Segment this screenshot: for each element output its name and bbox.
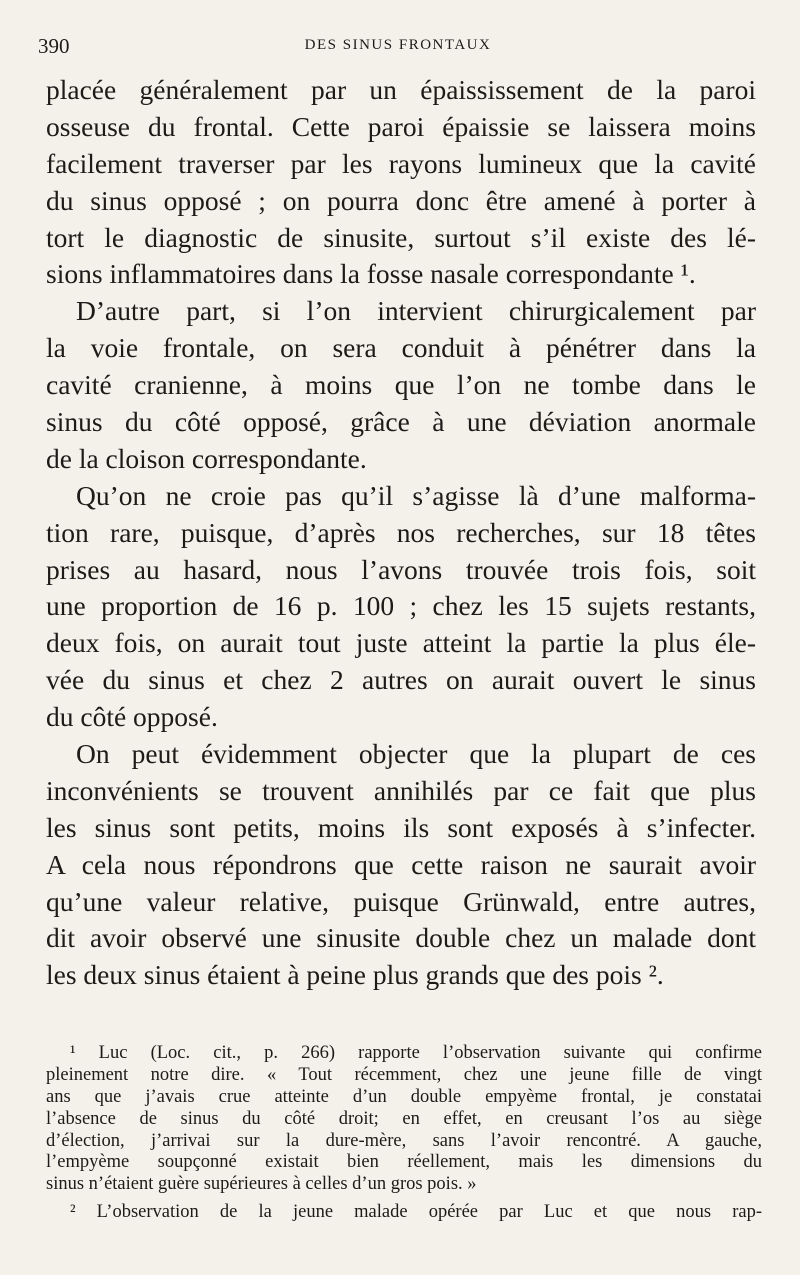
footnote-line: pleinement notre dire. « Tout récemment, chez une jeune fille de vingt <box>46 1064 762 1085</box>
body-line: deux fois, on aurait tout juste atteint la partie la plus éle- <box>46 627 756 659</box>
body-line: sinus du côté opposé, grâce à une déviation anormale <box>46 406 756 438</box>
footnote-line: ¹ Luc (Loc. cit., p. 266) rapporte l’observation suivante qui confirme <box>70 1043 762 1063</box>
body-line: sions inflammatoires dans la fosse nasale correspondante ¹. <box>46 258 696 290</box>
body-line: Qu’on ne croie pas qu’il s’agisse là d’une malforma- <box>76 479 756 511</box>
footnote-line: d’élection, j’arrivai sur la dure-mère, sans l’avoir rencontré. A gauche, <box>46 1130 762 1151</box>
running-head: DES SINUS FRONTAUX <box>304 37 492 53</box>
body-line: facilement traverser par les rayons lumineux que la cavité <box>46 147 756 179</box>
body-line: placée généralement par un épaississement de la paroi <box>46 74 756 105</box>
body-line: vée du sinus et chez 2 autres on aurait ouvert le sinus <box>46 664 756 696</box>
footnote-line: l’empyème soupçonné existait bien réellement, mais les dimensions du <box>46 1152 762 1173</box>
body-line: la voie frontale, on sera conduit à pénétrer dans la <box>46 332 756 364</box>
body-line: dit avoir observé une sinusite double chez un malade dont <box>46 922 756 954</box>
body-line: D’autre part, si l’on intervient chirurgicalement par <box>76 295 756 327</box>
body-line: une proportion de 16 p. 100 ; chez les 15 sujets restants, <box>46 590 756 622</box>
body-text <box>46 72 756 994</box>
body-line: les sinus sont petits, moins ils sont exposés à s’infecter. <box>46 811 756 843</box>
body-line: A cela nous répondrons que cette raison ne saurait avoir <box>46 848 756 880</box>
body-line: les deux sinus étaient à peine plus grands que des pois ². <box>46 959 664 991</box>
body-line: tort le diagnostic de sinusite, surtout s’il existe des lé- <box>46 221 756 253</box>
body-line: cavité cranienne, à moins que l’on ne tombe dans le <box>46 369 756 401</box>
body-line: inconvénients se trouvent annihilés par ce fait que plus <box>46 774 756 806</box>
body-line: tion rare, puisque, d’après nos recherches, sur 18 têtes <box>46 516 756 548</box>
body-line: On peut évidemment objecter que la plupart de ces <box>76 738 756 770</box>
footnote-line: l’absence de sinus du côté droit; en effet, en creusant l’os au siège <box>46 1108 762 1129</box>
footnote-line: ² L’observation de la jeune malade opérée par Luc et que nous rap- <box>70 1202 762 1223</box>
body-line: du sinus opposé ; on pourra donc être amené à porter à <box>46 184 756 216</box>
body-line: osseuse du frontal. Cette paroi épaissie se laissera moins <box>46 110 756 142</box>
footnote-line: ans que j’avais crue atteinte d’un double empyème frontal, je constatai <box>46 1086 762 1107</box>
body-line: prises au hasard, nous l’avons trouvée trois fois, soit <box>46 553 756 585</box>
footnote-line: sinus n’étaient guère supérieures à celles d’un gros pois. » <box>46 1174 477 1195</box>
body-line: du côté opposé. <box>46 701 218 733</box>
footnotes <box>46 1043 762 1224</box>
page-number: 390 <box>38 34 70 58</box>
body-line: de la cloison correspondante. <box>46 442 367 474</box>
body-line: qu’une valeur relative, puisque Grünwald, entre autres, <box>46 885 756 917</box>
page-header <box>38 34 758 64</box>
